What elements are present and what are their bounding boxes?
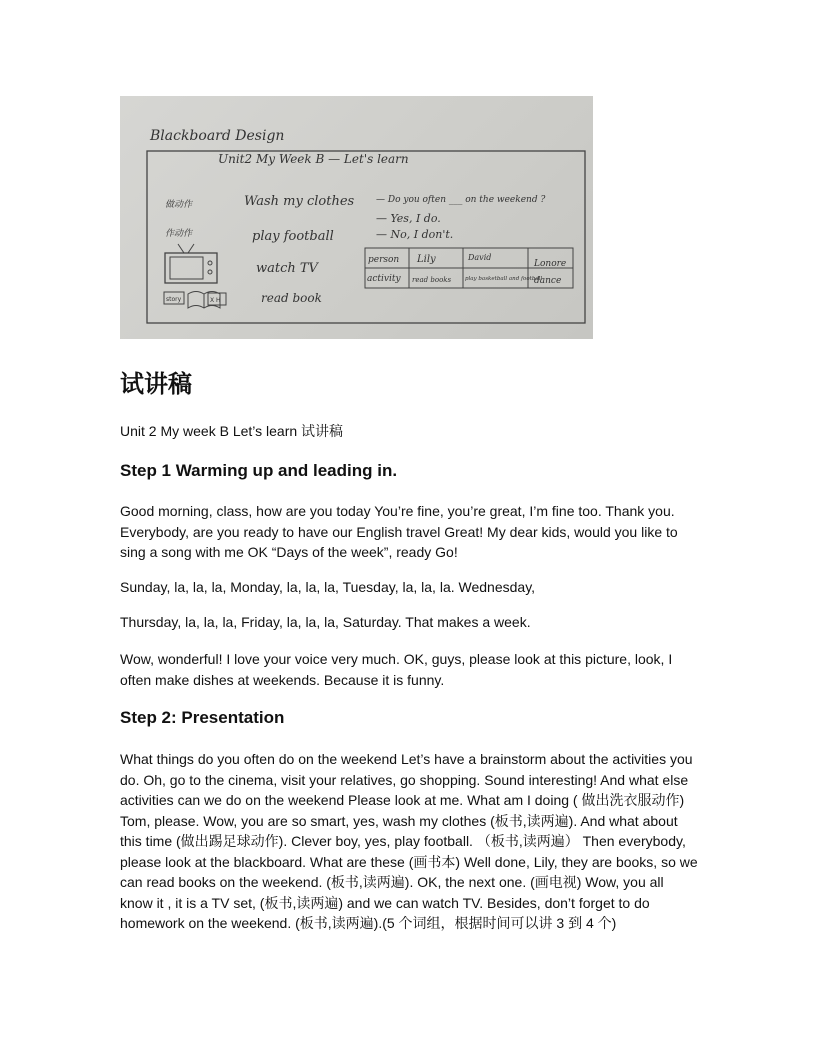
blackboard-sketch (120, 96, 593, 339)
table-header-lonore: Lonore (534, 259, 567, 269)
answer-yes: — Yes, I do. (376, 212, 441, 225)
book-label: story (166, 296, 182, 303)
board-title: Unit2 My Week B — Let's learn (218, 152, 409, 166)
phrase-football: play football (252, 229, 334, 244)
phrase-tv: watch TV (256, 261, 318, 276)
subtitle: Unit 2 My week B Let’s learn 试讲稿 (120, 423, 344, 439)
blackboard-design-photo (120, 96, 593, 339)
table-header-lily: Lily (417, 254, 436, 265)
table-header-person: person (368, 255, 400, 265)
table-cell-activity: activity (367, 274, 401, 284)
photo-heading: Blackboard Design (150, 128, 285, 144)
step1-heading: Step 1 Warming up and leading in. (120, 461, 398, 480)
label-wash-action: 做动作 (165, 200, 193, 210)
table-cell-dance: dance (534, 276, 562, 286)
phrase-read: read book (261, 291, 322, 305)
question-text: — Do you often ___ on the weekend ? (376, 195, 546, 205)
book-tag: X H (210, 297, 221, 304)
activity-table (365, 248, 573, 288)
step1-paragraph-1: Good morning, class, how are you today You’re fine, you’re great, I’m fine too. Thank you. Everybody, are you ready to have our English travel Great! My dear kids, would you like to sing a song with me OK “Days of the week”, ready Go! (120, 503, 678, 560)
tv-drawing-icon (165, 244, 217, 283)
answer-no: — No, I don't. (376, 228, 454, 241)
page-title: 试讲稿 (120, 370, 192, 398)
step1-paragraph-3: Thursday, la, la, la, Friday, la, la, la, Saturday. That makes a week. (120, 614, 531, 630)
step1-paragraph-2: Sunday, la, la, la, Monday, la, la, la, Tuesday, la, la, la. Wednesday, (120, 579, 536, 595)
book-drawing-icon (164, 292, 226, 309)
table-cell-read-books: read books (412, 276, 452, 284)
step2-paragraph-1: What things do you often do on the weekend Let’s have a brainstorm about the activities you do. Oh, go to the cinema, visit your relatives, go shopping. Sound interesting! And what else activities can we do on the weekend Please look at me. What am I doing ( 做出洗衣服动作) Tom, please. Wow, you are so smart, yes, wash my clothes (板书,读两遍). And what about this time (做出踢足球动作). Clever boy, yes, play football. （板书,读两遍） Then everybody, please look at the blackboard. What are these (画书本) Well done, Lily, they are books, so we can read books on the weekend. (板书,读两遍). OK, the next one. (画电视) Wow, you all know it , it is a TV set, (板书,读两遍) and we can watch TV. Besides, don’t forget to do homework on the weekend. (板书,读两遍).(5 个词组，根据时间可以讲 3 到 4 个) (120, 751, 698, 931)
phrase-wash: Wash my clothes (244, 194, 355, 209)
table-cell-play-ball: play basketball and football (465, 276, 543, 282)
label-football-action: 作动作 (165, 229, 193, 239)
table-header-david: David (468, 253, 492, 262)
step1-paragraph-4: Wow, wonderful! I love your voice very much. OK, guys, please look at this picture, look, I often make dishes at weekends. Because it is funny. (120, 651, 673, 688)
step2-heading: Step 2: Presentation (120, 708, 285, 727)
